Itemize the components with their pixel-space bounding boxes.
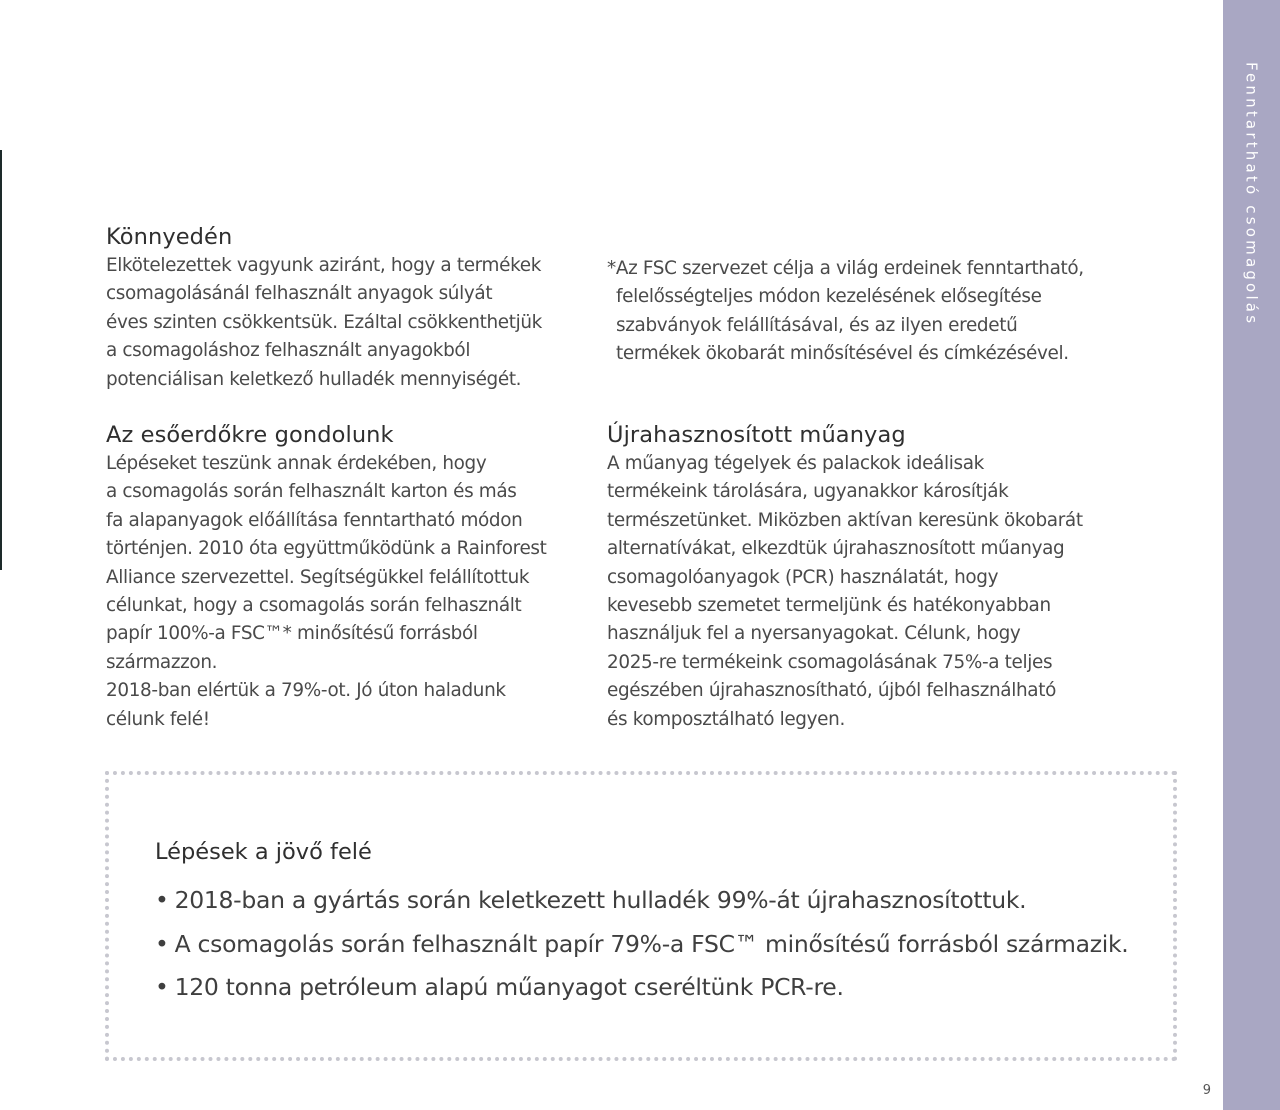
section-rainforest <box>106 420 606 734</box>
section-body: Lépéseket teszünk annak érdekében, hogy a csomagolás során felhasznált karton és más fa alapanyagok előállítása fenntartható módon történjen. 2010 óta együttműködünk a Rainforest Alliance szervezettel. Segítségükkel felállítottuk célunkat, hogy a csomagolás során felhasznált papír 100%-a FSC™* minősítésű forrásból származzon. 2018-ban elértük a 79%-ot. Jó úton haladunk célunk felé! <box>106 453 547 730</box>
bullet-icon: • <box>155 886 169 914</box>
section-body: A műanyag tégelyek és palackok ideálisak termékeink tárolására, ugyanakkor károsítják természetünket. Miközben aktívan keresünk ökobarát alternatívákat, elkezdtük újrahasznosított műanyag csomagolóanyagok (PCR) használatát, hogy kevesebb szemetet termeljünk és hatékonyabban használjuk fel a nyersanyagokat. Célunk, hogy 2025-re termékeink csomagolásának 75%-a teljes egészében újrahasznosítható, újból felhasználható és komposztálható legyen. <box>607 453 1083 730</box>
list-item-text: 2018-ban a gyártás során keletkezett hulladék 99%-át újrahasznosítottuk. <box>174 886 1027 914</box>
bullet-icon: • <box>155 973 169 1001</box>
box-title: Lépések a jövő felé <box>155 839 372 865</box>
list-item <box>155 966 1128 1010</box>
fsc-footnote: *Az FSC szervezet célja a világ erdeinek fenntartható, felelősségteljes módon kezelésének elősegítése szabványok felállításával, és az ilyen eredetű termékek ökobarát minősítésével és címkézésével. <box>607 258 1084 365</box>
future-steps-list <box>155 879 1128 1010</box>
section-title: Az esőerdőkre gondolunk <box>106 422 394 448</box>
section-recycled-plastic <box>607 420 1197 734</box>
side-tab-label: Fenntartható csomagolás <box>1242 62 1261 327</box>
side-tab <box>1223 0 1280 1110</box>
section-title: Könnyedén <box>106 224 233 250</box>
section-konnyeden <box>106 222 606 394</box>
bullet-icon: • <box>155 929 169 958</box>
page-number: 9 <box>1202 1083 1211 1098</box>
section-fsc-note <box>607 255 1197 369</box>
list-item-text: A csomagolás során felhasznált papír 79%-a FSC™ minősítésű forrásból származik. <box>174 929 1129 958</box>
future-steps-box <box>105 771 1177 1061</box>
section-body: Elkötelezettek vagyunk aziránt, hogy a termékek csomagolásánál felhasznált anyagok súlyát éves szinten csökkentsük. Ezáltal csökkenthetjük a csomagoláshoz felhasznált anyagokból potenciálisan keletkező hulladék mennyiségét. <box>106 255 542 390</box>
list-item <box>155 923 1128 967</box>
section-title: Újrahasznosított műanyag <box>607 422 906 448</box>
list-item-text: 120 tonna petróleum alapú műanyagot cseréltünk PCR-re. <box>174 973 844 1001</box>
list-item <box>155 879 1128 923</box>
page-edge-bar <box>0 150 2 570</box>
